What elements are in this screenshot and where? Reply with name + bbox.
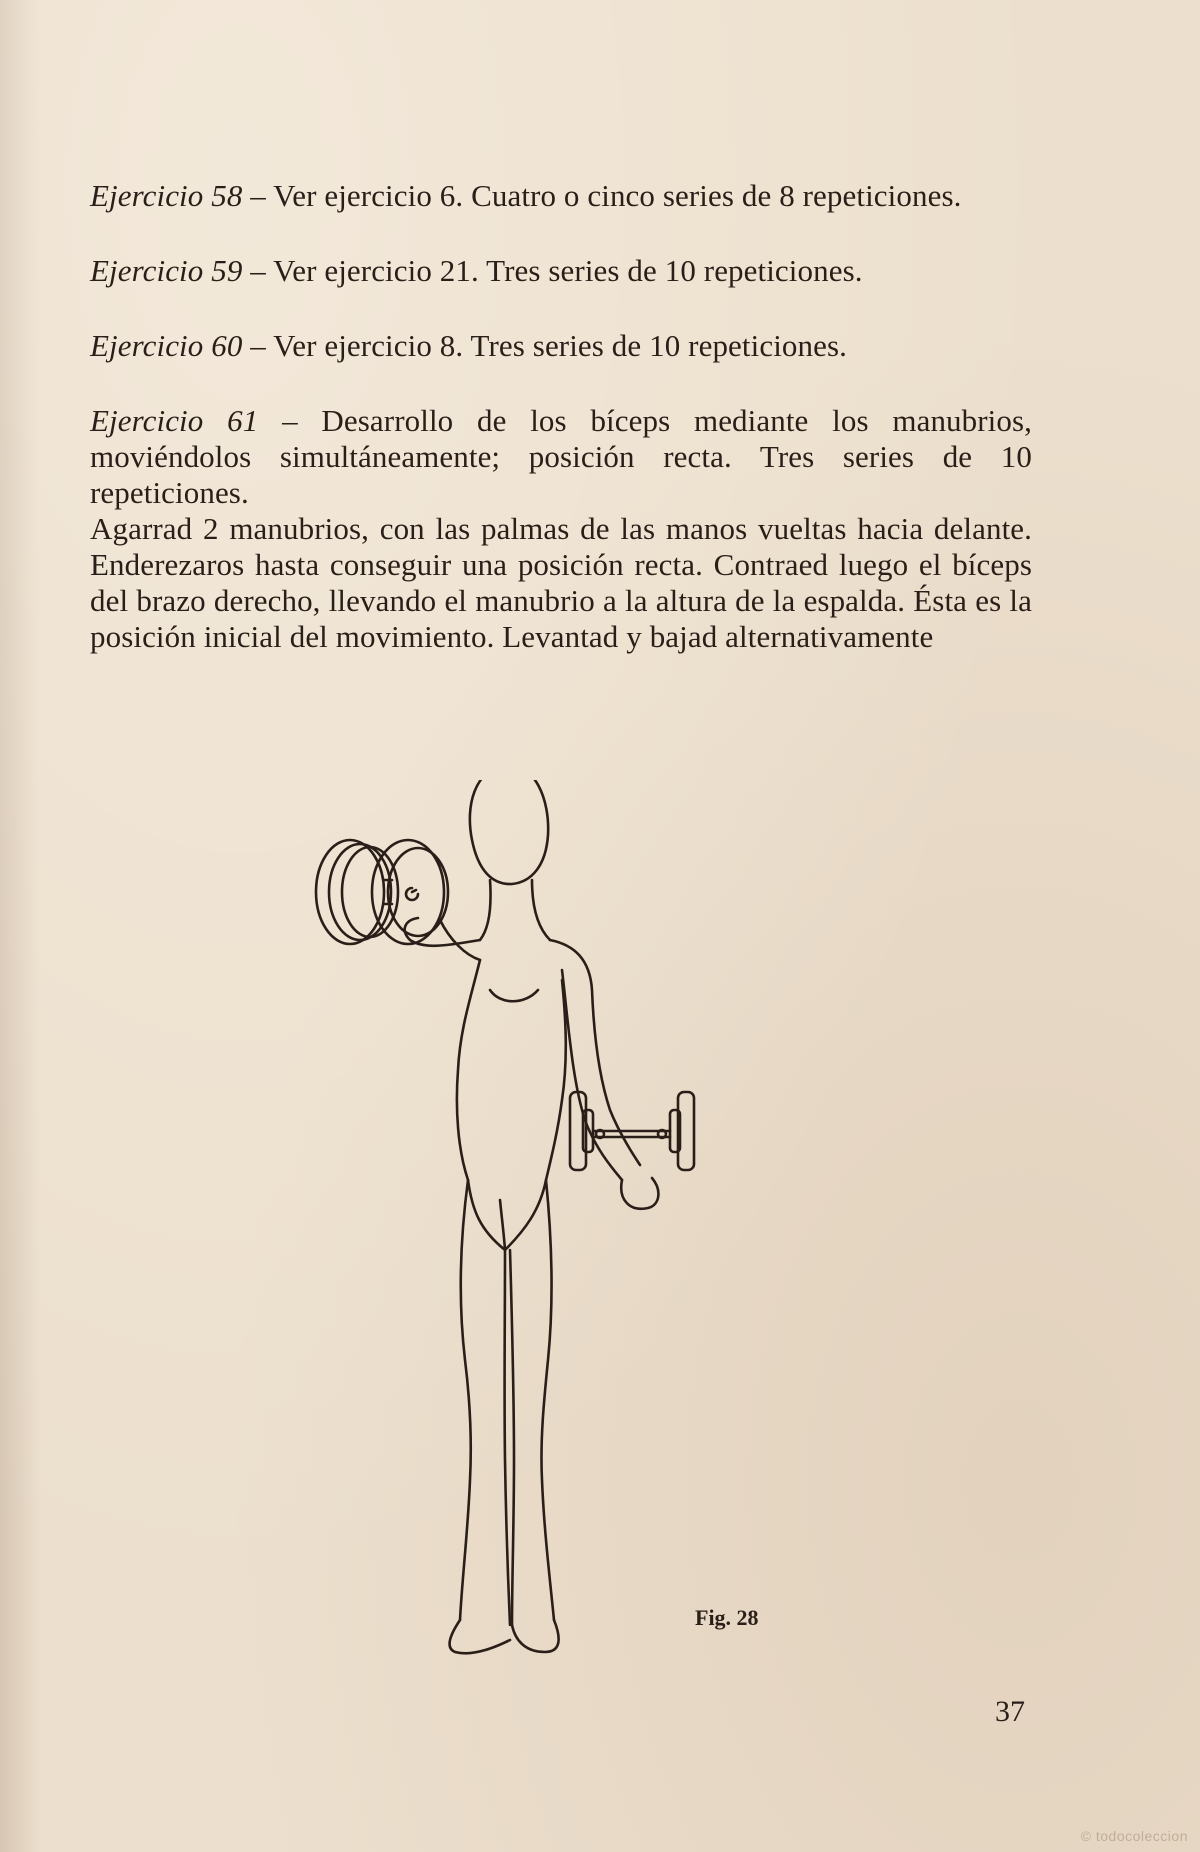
page-number: 37 xyxy=(995,1695,1025,1728)
exercise-59-label: Ejercicio 59 xyxy=(90,253,243,288)
exercise-61-paragraph xyxy=(90,403,1032,511)
biceps-curl-illustration xyxy=(300,780,820,1660)
exercise-60-paragraph xyxy=(90,328,1032,364)
exercise-figure xyxy=(300,780,820,1660)
raised-dumbbell xyxy=(316,840,448,944)
exercise-61-text: – Desarrollo de los bíceps mediante los manubrios, moviéndolos simultáneamente; posición recta. Tres series de 10 repeticiones. xyxy=(90,403,1032,510)
exercise-59-paragraph xyxy=(90,253,1032,289)
exercise-60-text: – Ver ejercicio 8. Tres series de 10 repeticiones. xyxy=(242,328,847,363)
body-text xyxy=(90,178,1032,655)
exercise-58-label: Ejercicio 58 xyxy=(90,178,243,213)
figure-caption: Fig. 28 xyxy=(695,1605,759,1630)
exercise-58-paragraph xyxy=(90,178,1032,214)
exercise-61-label: Ejercicio 61 xyxy=(90,403,259,438)
exercise-59-text: – Ver ejercicio 21. Tres series de 10 repeticiones. xyxy=(242,253,863,288)
watermark: © todocoleccion xyxy=(1080,1828,1188,1844)
instruction-paragraph: Agarrad 2 manubrios, con las palmas de las manos vueltas hacia delante. Enderezaros hasta conseguir una posición recta. Contraed luego el bíceps del brazo derecho, llevando el manubrio a la altura de la espalda. Ésta es la posición inicial del movimiento. Levantad y bajad alternativamente xyxy=(90,511,1032,654)
exercise-60-label: Ejercicio 60 xyxy=(90,328,243,363)
exercise-58-text: – Ver ejercicio 6. Cuatro o cinco series de 8 repeticiones. xyxy=(242,178,962,213)
